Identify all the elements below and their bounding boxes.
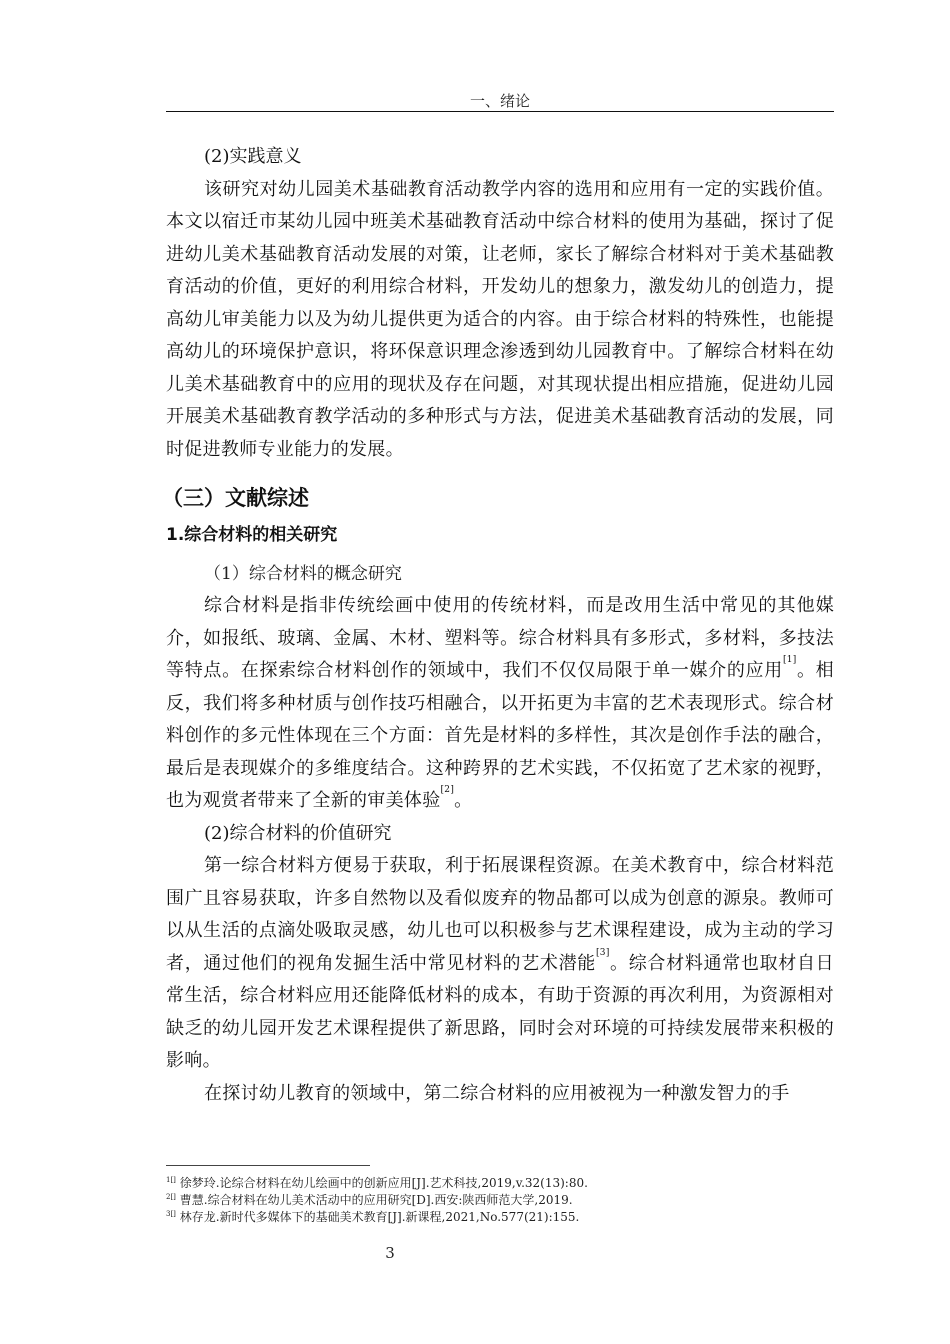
value-research-heading: (2)综合材料的价值研究 <box>204 822 392 844</box>
footnote-3 <box>166 1209 834 1226</box>
body-text <box>162 141 834 1110</box>
header-rule <box>166 111 834 112</box>
related-research-heading: 1.综合材料的相关研究 <box>166 525 338 545</box>
literature-review-heading: （三）文献综述 <box>162 486 309 510</box>
footnote-text-2: 曹慧.综合材料在幼儿美术活动中的应用研究[D].西安:陕西师范大学,2019. <box>179 1193 573 1207</box>
concept-text-3: 。 <box>454 790 473 811</box>
citation-2[interactable]: [2] <box>440 785 455 795</box>
value-text-1: 第一综合材料方便易于获取，利于拓展课程资源。在美术教育中，综合材料范围广且容易获取，许多自然物以及看似废弃的物品都可以成为创意的源泉。教师可以从生活的点滴处吸取灵感，幼儿也可以积极参与艺术课程建设，成为主动的学习者，通过他们的视角发掘生活中常见材料的艺术潜能 <box>166 855 834 974</box>
value-research-paragraph-1 <box>166 850 834 1078</box>
value-text-2: 。综合材料通常也取材自日常生活，综合材料应用还能降低材料的成本，有助于资源的再次利用，为资源相对缺乏的幼儿园开发艺术课程提供了新思路，同时会对环境的可持续发展带来积极的影响。 <box>166 952 834 1071</box>
concept-research-heading: （1）综合材料的概念研究 <box>204 564 402 584</box>
concept-research-paragraph <box>166 590 834 818</box>
concept-text-1: 综合材料是指非传统绘画中使用的传统材料，而是改用生活中常见的其他媒介，如报纸、玻璃、金属、木材、塑料等。综合材料具有多形式，多材料，多技法等特点。在探索综合材料创作的领域中，我们不仅仅局限于单一媒介的应用 <box>166 595 834 681</box>
footnote-text-1: 徐梦玲.论综合材料在幼儿绘画中的创新应用[J].艺术科技,2019,v.32(13):80. <box>179 1176 588 1190</box>
footnote-2 <box>166 1192 834 1209</box>
citation-1[interactable]: [1] <box>782 655 797 665</box>
footnote-marker-2: 2[] <box>166 1193 176 1201</box>
practical-significance-paragraph: 该研究对幼儿园美术基础教育活动教学内容的选用和应用有一定的实践价值。本文以宿迁市某幼儿园中班美术基础教育活动中综合材料的使用为基础，探讨了促进幼儿美术基础教育活动发展的对策，让老师，家长了解综合材料对于美术基础教育活动的价值，更好的利用综合材料，开发幼儿的想象力，激发幼儿的创造力，提高幼儿审美能力以及为幼儿提供更为适合的内容。由于综合材料的特殊性，也能提高幼儿的环境保护意识，将环保意识理念渗透到幼儿园教育中。了解综合材料在幼儿美术基础教育中的应用的现状及存在问题，对其现状提出相应措施，促进幼儿园开展美术基础教育教学活动的多种形式与方法，促进美术基础教育活动的发展，同时促进教师专业能力的发展。 <box>166 178 834 460</box>
citation-3[interactable]: [3] <box>595 947 610 958</box>
footnotes <box>166 1175 834 1226</box>
footnote-separator <box>166 1165 370 1166</box>
practical-significance-heading: (2)实践意义 <box>204 146 302 167</box>
running-header: 一、绪论 <box>469 92 530 110</box>
footnote-marker-3: 3[] <box>166 1210 176 1218</box>
footnote-1 <box>166 1175 834 1192</box>
page-number: 3 <box>385 1244 395 1262</box>
concept-text-2: 。相反，我们将多种材质与创作技巧相融合，以开拓更为丰富的艺术表现形式。综合材料创作的多元性体现在三个方面：首先是材料的多样性，其次是创作手法的融合，最后是表现媒介的多维度结合。这种跨界的艺术实践，不仅拓宽了艺术家的视野，也为观赏者带来了全新的审美体验 <box>166 660 834 811</box>
footnote-text-3: 林存龙.新时代多媒体下的基础美术教育[J].新课程,2021,No.577(21):155. <box>179 1210 580 1224</box>
footnote-marker-1: 1[] <box>166 1176 176 1184</box>
value-research-paragraph-2: 在探讨幼儿教育的领域中，第二综合材料的应用被视为一种激发智力的手 <box>204 1082 790 1104</box>
